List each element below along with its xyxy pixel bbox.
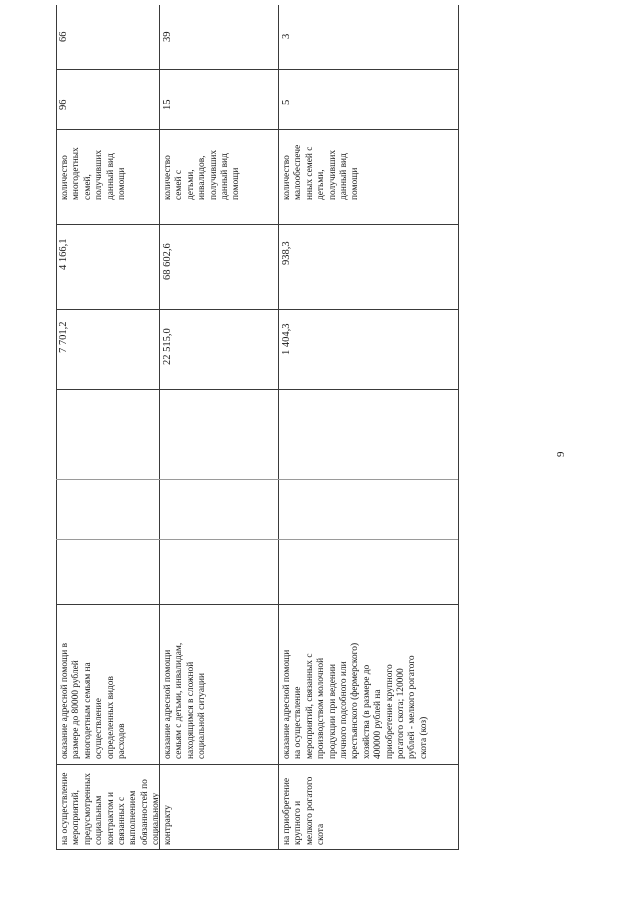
cell-line: помощи bbox=[231, 167, 242, 200]
cell-line: приобретение крупного bbox=[384, 664, 395, 759]
cell-line: скота (коз) bbox=[418, 716, 429, 759]
cell-line: на осуществление bbox=[293, 686, 304, 759]
cell-line: помощи bbox=[350, 167, 361, 200]
cell-line: данный вид bbox=[220, 153, 231, 200]
cell-line: получивших bbox=[208, 149, 219, 200]
cell-line: получивших bbox=[94, 149, 105, 200]
cell-line: социальным bbox=[94, 795, 105, 845]
cell-line: оказание адресной помощи bbox=[163, 649, 173, 759]
row-1-value-2: 66 bbox=[58, 31, 69, 42]
cell-line: оказание адресной помощи в bbox=[60, 642, 70, 759]
row-2-amount-1: 22 515,0 bbox=[162, 328, 173, 365]
cell-line: личного подсобного или bbox=[339, 661, 350, 759]
table-bottom-border bbox=[458, 5, 459, 850]
cell-line: 400000 рублей на bbox=[373, 689, 384, 759]
cell-line: данный вид bbox=[339, 153, 350, 200]
row-divider-2 bbox=[278, 5, 279, 850]
cell-line: многодетным семьям на bbox=[82, 662, 93, 759]
row-3-indicator-cell bbox=[282, 128, 362, 200]
row-3-value-1: 5 bbox=[281, 99, 292, 105]
cell-line: связанных с bbox=[117, 796, 128, 845]
row-2-value-1: 15 bbox=[162, 99, 173, 110]
cell-line: на осуществление bbox=[60, 772, 70, 845]
row-2-amount-2: 68 602,6 bbox=[162, 243, 173, 280]
col-divider-value-2 bbox=[56, 69, 458, 70]
cell-line: данный вид bbox=[105, 153, 116, 200]
cell-line: семьям с детьми, инвалидам, bbox=[174, 642, 185, 759]
cell-line: осуществление bbox=[94, 698, 105, 759]
cell-line: определенных видов bbox=[105, 676, 116, 759]
col-divider-indicator bbox=[56, 224, 458, 225]
cell-line: семей с bbox=[174, 169, 185, 200]
cell-line: количество bbox=[60, 155, 70, 200]
col-divider-amount-2 bbox=[56, 309, 458, 310]
cell-line: крестьянского (фермерского) bbox=[350, 642, 361, 759]
cell-line: рублей - мелкого рогатого bbox=[407, 655, 418, 759]
cell-line: малообеспече bbox=[293, 144, 304, 200]
cell-line: социальной ситуации bbox=[197, 672, 208, 759]
table-left-border bbox=[56, 849, 458, 850]
row-2-value-2: 39 bbox=[162, 31, 173, 42]
cell-line: количество bbox=[163, 155, 173, 200]
row-1-value-1: 96 bbox=[58, 99, 69, 110]
cell-line: мелкого рогатого bbox=[304, 776, 315, 845]
col-divider-purpose bbox=[56, 764, 458, 765]
cell-line: детьми, bbox=[316, 169, 327, 200]
cell-line: продукции при ведении bbox=[327, 664, 338, 759]
row-divider-1 bbox=[159, 5, 160, 850]
cell-line: хозяйства (в размере до bbox=[361, 664, 372, 759]
cell-line: скота bbox=[316, 823, 327, 845]
row-1-indicator-cell bbox=[60, 130, 128, 200]
col-divider-amount-1 bbox=[56, 389, 458, 390]
row-3-value-2: 3 bbox=[281, 33, 292, 39]
row-2-measure-cell bbox=[163, 607, 209, 759]
cell-line: помощи bbox=[117, 167, 128, 200]
page-number: 9 bbox=[555, 451, 567, 457]
cell-line: социальному bbox=[151, 792, 162, 845]
cell-line: детьми, bbox=[185, 169, 196, 200]
col-divider-measure bbox=[56, 604, 458, 605]
row-3-purpose-cell bbox=[282, 767, 328, 845]
row-1-amount-2: 4 166,1 bbox=[58, 238, 69, 270]
cell-line: мероприятий, связанных с bbox=[304, 653, 315, 759]
cell-line: обязанностей по bbox=[139, 779, 150, 845]
row-3-measure-cell bbox=[282, 607, 430, 759]
row-1-purpose-cell bbox=[60, 767, 174, 845]
cell-line: крупного и bbox=[293, 800, 304, 845]
cell-line: размере до 80000 рублей bbox=[71, 660, 82, 759]
cell-line: семей, bbox=[82, 174, 93, 200]
cell-line: рогатого скота; 120000 bbox=[396, 668, 407, 759]
cell-line: многодетных bbox=[71, 147, 82, 200]
cell-line: инвалидов, bbox=[197, 155, 208, 200]
cell-line: оказание адресной помощи bbox=[282, 649, 292, 759]
cell-line: контрактом и bbox=[105, 791, 116, 845]
row-1-measure-cell bbox=[60, 607, 128, 759]
row-3-amount-2: 938,3 bbox=[281, 241, 292, 265]
cell-line: выполнением bbox=[128, 790, 139, 845]
cell-line: предусмотренных bbox=[82, 773, 93, 845]
cell-line: получивших bbox=[327, 149, 338, 200]
cell-line: находящимся в сложной bbox=[185, 661, 196, 759]
cell-line: мероприятий, bbox=[71, 790, 82, 845]
table-top-border bbox=[56, 5, 57, 850]
cell-line: производством молочной bbox=[316, 657, 327, 759]
cell-line: нных семей с bbox=[304, 146, 315, 200]
cell-line: контракту bbox=[162, 805, 173, 845]
row-1-amount-1: 7 701,2 bbox=[58, 321, 69, 353]
row-3-amount-1: 1 404,3 bbox=[281, 323, 292, 355]
col-divider-empty-1 bbox=[56, 539, 458, 540]
cell-line: на приобретение bbox=[282, 777, 292, 845]
cell-line: расходов bbox=[117, 723, 128, 759]
row-2-indicator-cell bbox=[163, 130, 243, 200]
cell-line: количество bbox=[282, 155, 292, 200]
col-divider-empty-2 bbox=[56, 479, 458, 480]
